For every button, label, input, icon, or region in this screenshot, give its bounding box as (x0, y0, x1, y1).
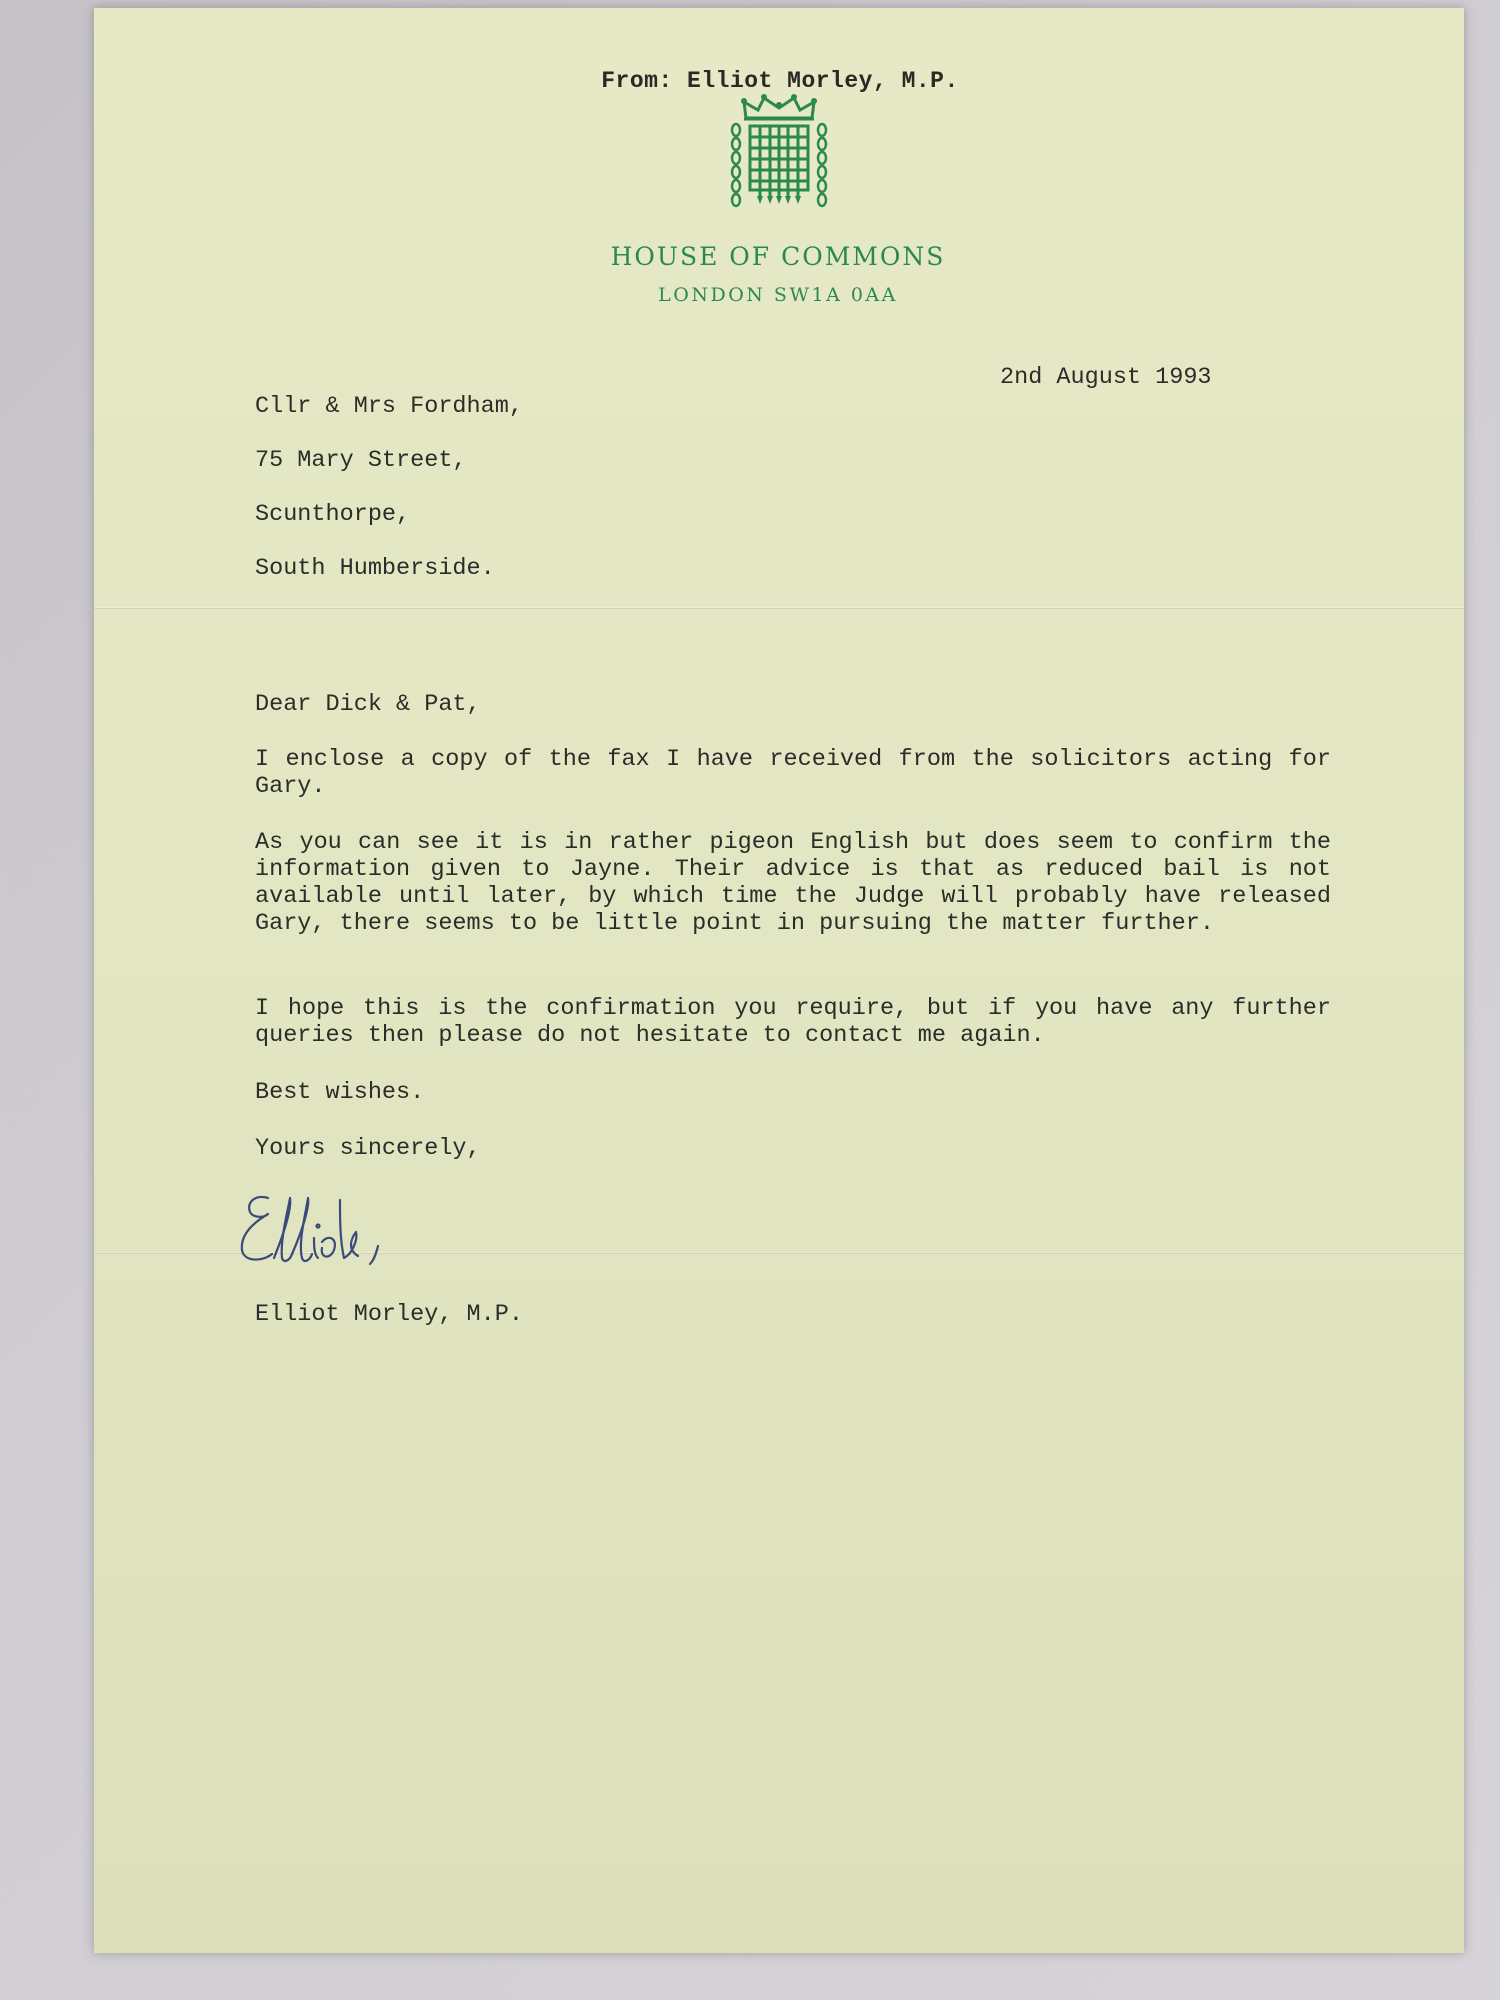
handwritten-signature (228, 1180, 428, 1290)
address-line: Scunthorpe, (255, 501, 411, 528)
salutation: Dear Dick & Pat, (255, 691, 481, 718)
org-name: HOUSE OF COMMONS (610, 242, 946, 271)
portcullis-crest-icon (728, 92, 830, 214)
from-line: From: Elliot Morley, M.P. (601, 68, 959, 94)
org-address: LONDON SW1A 0AA (658, 284, 898, 306)
body-paragraph: I hope this is the confirmation you require, but if you have any further queries then please do not hesitate to contact me again. (255, 995, 1331, 1049)
signer-name: Elliot Morley, M.P. (255, 1301, 523, 1328)
closing-wishes: Best wishes. (255, 1079, 425, 1106)
signature-text (0, 0, 1, 1)
body-paragraph: As you can see it is in rather pigeon English but does seem to confirm the information given to Jayne. Their advice is that as reduced bail is not available until later, by which time the Judge will probably have released Gary, there seems to be little point in pursuing the matter further. (255, 829, 1331, 937)
closing-sincerely: Yours sincerely, (255, 1135, 481, 1162)
recipient-address (255, 366, 523, 609)
address-line: 75 Mary Street, (255, 447, 467, 474)
address-line: South Humberside. (255, 555, 495, 582)
address-line: Cllr & Mrs Fordham, (255, 393, 523, 420)
body-paragraph: I enclose a copy of the fax I have received from the solicitors acting for Gary. (255, 746, 1331, 800)
letter-date: 2nd August 1993 (1000, 364, 1212, 391)
